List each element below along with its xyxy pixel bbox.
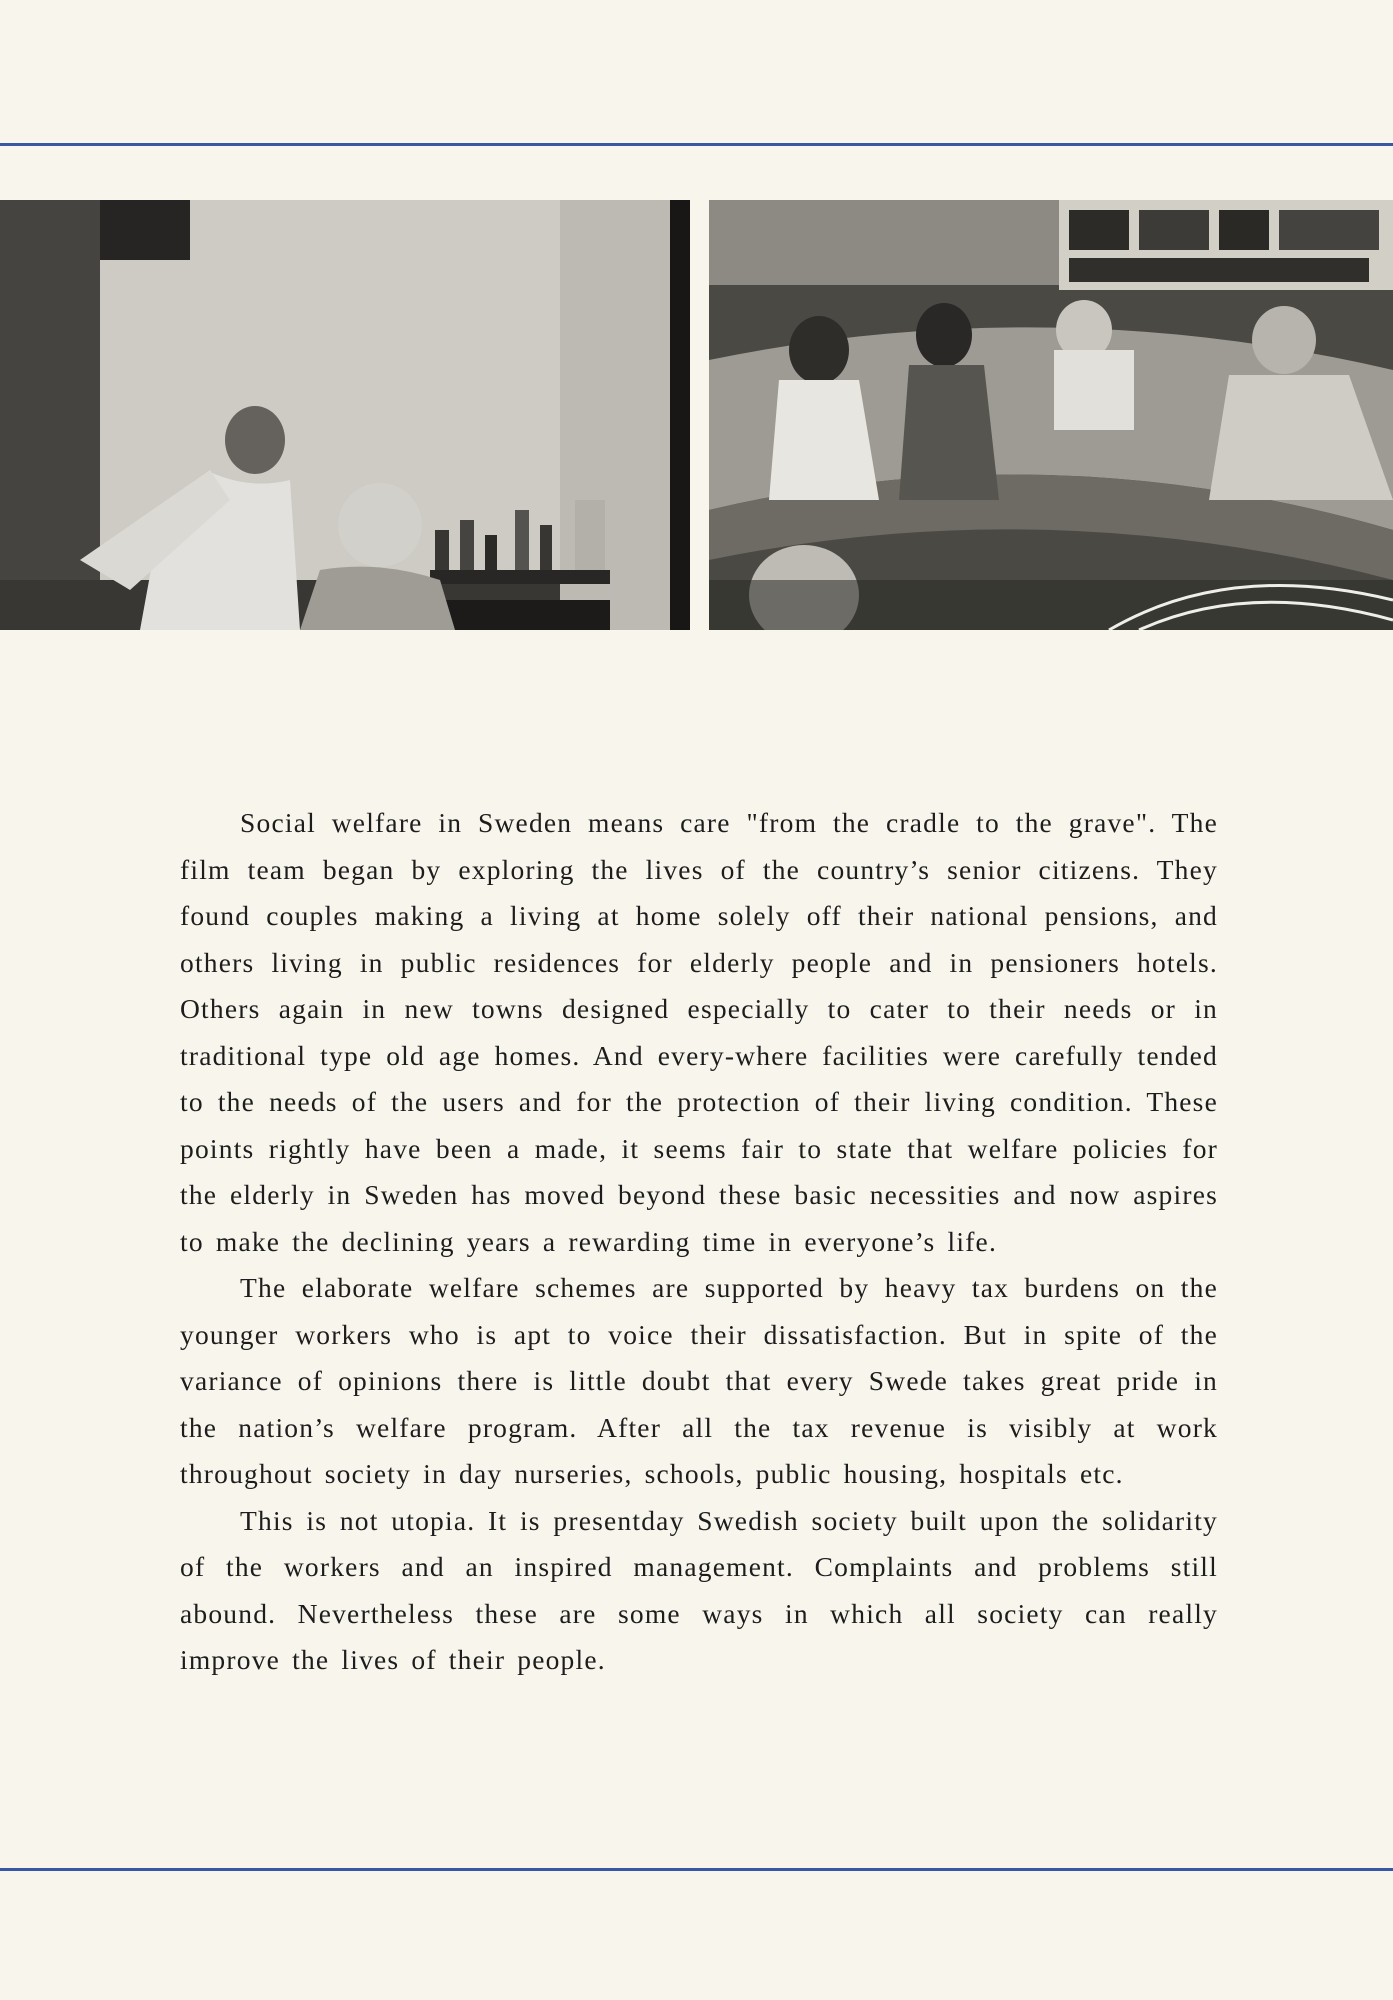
top-divider bbox=[0, 143, 1393, 146]
paragraph-tax-burdens: The elaborate welfare schemes are supported by heavy tax burdens on the younger workers who is apt to voice their dissatisfaction. But in spite of the variance of opinions there is little doubt that every Swede takes great pride in the nation’s welfare program. After all the tax revenue is visibly at work throughout society in day nurseries, schools, public housing, hospitals etc. bbox=[180, 1272, 1218, 1489]
article-body bbox=[180, 800, 1218, 1684]
photo-nurse-and-elderly-woman bbox=[0, 200, 690, 630]
paragraph-not-utopia: This is not utopia. It is presentday Swedish society built upon the solidarity of the workers and an inspired management. Complaints and problems still abound. Nevertheless these are some ways in which all society can really improve the lives of their people. bbox=[180, 1504, 1218, 1675]
photo-children-listening-with-headphones bbox=[709, 200, 1393, 630]
paragraph-senior-citizens: Social welfare in Sweden means care "from the cradle to the grave". The film team began by exploring the lives of the country’s senior citizens. They found couples making a living at home solely off their national pensions, and others living in public residences for elderly people and in pensioners hotels. Others again in new towns designed especially to cater to their needs or in traditional type old age homes. And every-where facilities were carefully tended to the needs of the users and for the protection of their living condition. These points rightly have been a made, it seems fair to state that welfare policies for the elderly in Sweden has moved beyond these basic necessities and now aspires to make the declining years a rewarding time in everyone’s life. bbox=[180, 807, 1218, 1257]
bottom-divider bbox=[0, 1868, 1393, 1871]
